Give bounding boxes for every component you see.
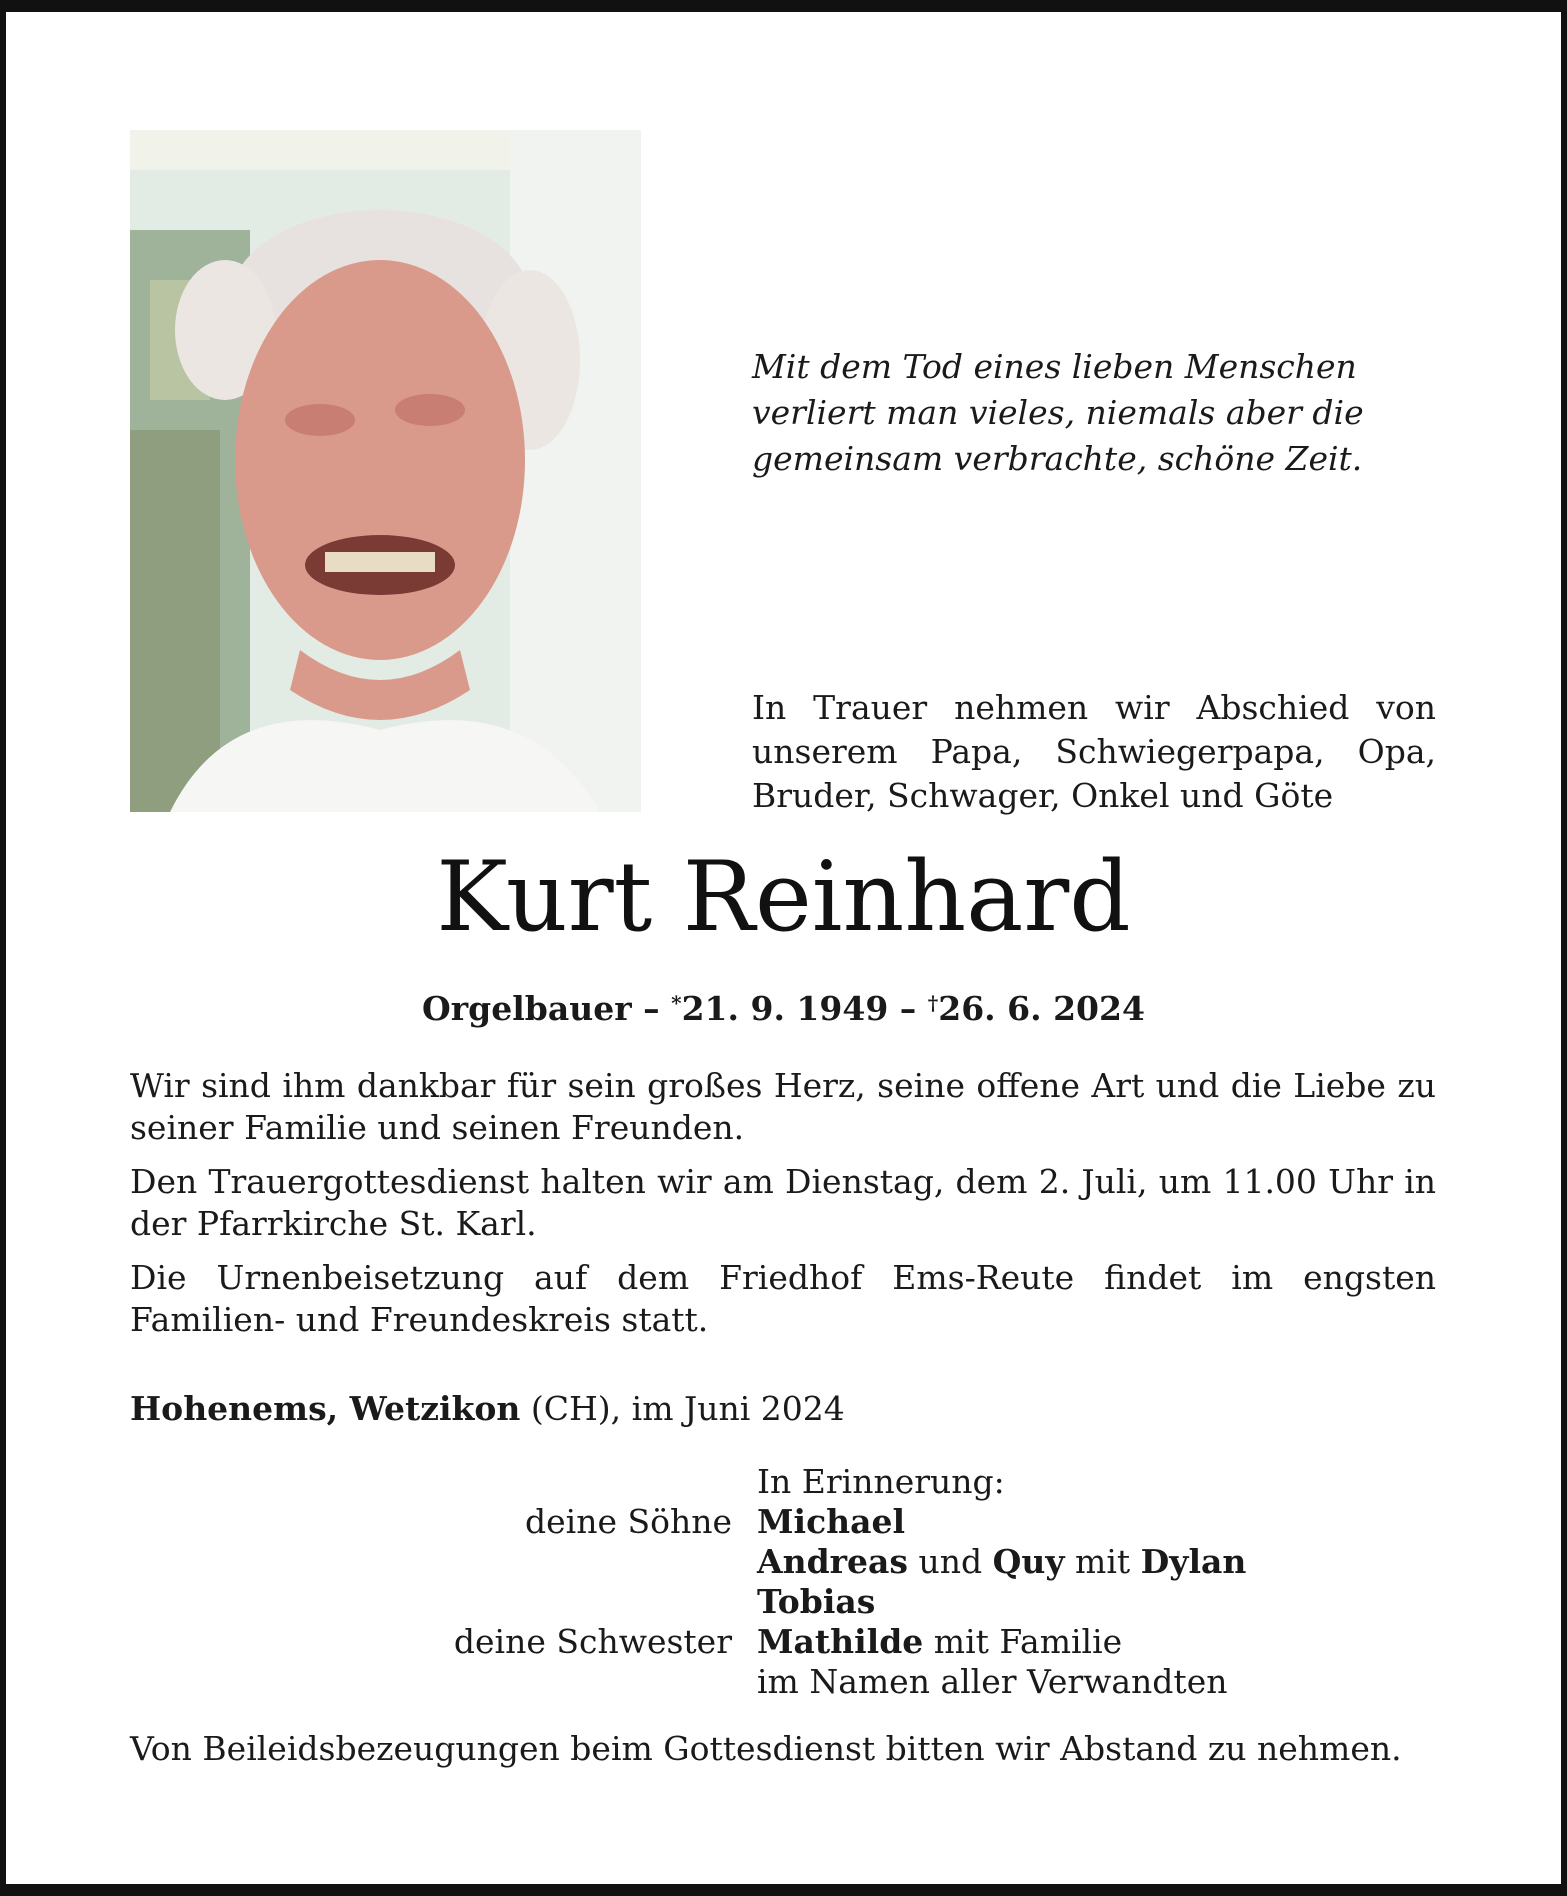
condolence-note: Von Beileidsbezeugungen beim Gottesdienst bitten wir Abstand zu nehmen. [130,1729,1402,1768]
death-date: 26. 6. 2024 [938,989,1145,1028]
portrait-photo [130,130,641,812]
motto-quote [752,344,1452,482]
motto-line: gemeinsam verbrachte, schöne Zeit. [752,439,1363,478]
notice-body [130,1065,1436,1353]
dash: – [643,989,660,1028]
intro-line: In Trauer nehmen wir Abschied von [752,688,1436,727]
mourner-name: Mathilde [757,1622,924,1661]
connector: mit Familie [923,1622,1123,1661]
birth-date: 21. 9. 1949 [681,989,889,1028]
mourner-name: Michael [757,1502,906,1541]
birth-star-icon: * [671,991,682,1015]
place-names: Hohenems, Wetzikon [130,1389,521,1428]
mourner-name: Dylan [1140,1542,1247,1581]
place-date-line [130,1387,845,1431]
sister-label: deine Schwester [453,1622,732,1661]
dash: – [899,989,917,1028]
memory-heading: In Erinnerung: [757,1462,1005,1501]
relatives-line: im Namen aller Verwandten [757,1662,1228,1701]
profession: Orgelbauer [422,989,632,1028]
mourner-name: Quy [992,1542,1065,1581]
mourner-name: Andreas [757,1542,909,1581]
sons-label: deine Söhne [525,1502,732,1541]
deceased-name: Kurt Reinhard [436,841,1131,953]
connector: mit [1064,1542,1141,1581]
service-paragraph: Den Trauergottesdienst halten wir am Dienstag, dem 2. Juli, um 11.00 Uhr in der Pfarrkirche St. Karl. [130,1162,1436,1243]
burial-paragraph: Die Urnenbeisetzung auf dem Friedhof Ems-Reute findet im engsten Familien- und Freundeskreis statt. [130,1258,1436,1339]
place-rest: (CH), im Juni 2024 [520,1389,845,1428]
gratitude-paragraph: Wir sind ihm dankbar für sein großes Herz, seine offene Art und die Liebe zu seiner Familie und seinen Freunden. [130,1066,1436,1147]
mourning-intro [752,686,1436,818]
intro-line: Bruder, Schwager, Onkel und Göte [752,776,1334,815]
mourner-name: Tobias [757,1582,876,1621]
death-cross-icon: † [927,991,939,1015]
life-dates [0,981,1567,1031]
connector: und [908,1542,993,1581]
motto-line: verliert man vieles, niemals aber die [752,393,1364,432]
motto-line: Mit dem Tod eines lieben Menschen [752,347,1357,386]
intro-line: unserem Papa, Schwiegerpapa, Opa, [752,732,1436,771]
